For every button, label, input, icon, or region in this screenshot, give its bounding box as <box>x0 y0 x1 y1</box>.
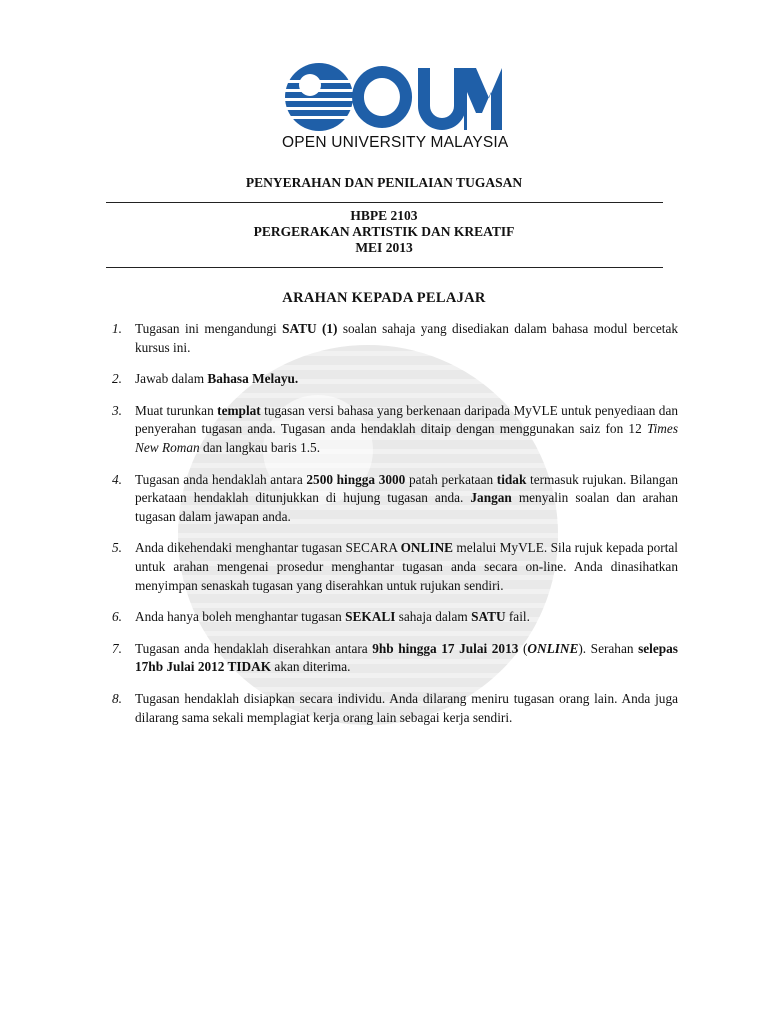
instruction-text: templat <box>217 402 261 418</box>
instruction-text: SATU <box>471 609 506 625</box>
instruction-text: fail. <box>505 609 530 625</box>
document-title: PENYERAHAN DAN PENILAIAN TUGASAN <box>245 175 523 190</box>
instruction-item <box>106 608 678 627</box>
instruction-text: Tugasan hendaklah disiapkan secara individu. Anda dilarang meniru tugasan orang lain. Anda juga dilarang sama sekali memplagiat kerja orang lain sebagai kerja sendiri. <box>135 690 678 725</box>
instruction-text: Bahasa Melayu. <box>207 371 299 387</box>
instruction-text: patah perkataan <box>405 471 497 487</box>
instruction-number: 3. <box>112 402 122 418</box>
instruction-text: soalan sahaja yang disediakan dalam bahasa modul bercetak kursus ini. <box>135 321 679 355</box>
instruction-text: selepas 17hb Julai 2012 TIDAK <box>135 640 678 675</box>
instruction-text: 9hb hingga 17 Julai 2013 <box>372 640 519 656</box>
instruction-text: Jawab dalam <box>135 371 208 387</box>
instruction-number: 1. <box>112 321 122 336</box>
instruction-text: sahaja dalam <box>395 609 472 625</box>
instruction-text: SEKALI <box>345 609 396 625</box>
instruction-text: termasuk rujukan. Bilangan perkataan hendaklah ditunjukkan di hujung tugasan anda. <box>135 471 678 506</box>
instruction-number: 2. <box>112 371 122 387</box>
instruction-text: tidak <box>496 471 527 487</box>
instruction-text: ONLINE <box>527 640 579 656</box>
instruction-number: 4. <box>112 471 122 487</box>
instruction-text: Times New Roman <box>135 421 678 455</box>
logo-globe-icon <box>285 63 353 131</box>
instruction-text: Jangan <box>470 490 512 506</box>
instruction-text: tugasan versi bahasa yang berkenaan daripada MyVLE untuk penyediaan dan penyerahan tugasan anda. Tugasan anda hendaklah ditaip dengan menggunakan saiz fon 12 <box>135 402 679 437</box>
instruction-text: ). Serahan <box>578 640 639 656</box>
instruction-text: 2500 hingga 3000 <box>306 471 406 487</box>
instruction-number: 6. <box>112 609 122 625</box>
instruction-item <box>106 471 678 527</box>
logo-letters <box>352 66 502 130</box>
instruction-text: menyalin soalan dan arahan tugasan dalam jawapan anda. <box>135 490 678 524</box>
instruction-item <box>106 640 678 677</box>
section-title: ARAHAN KEPADA PELAJAR <box>282 290 486 306</box>
instruction-number: 8. <box>112 690 122 706</box>
divider-top <box>106 202 663 203</box>
instruction-text: melalui MyVLE. Sila rujuk kepada portal untuk arahan mengenai prosedur menghantar tugasan anda secara on-line. Anda dinasihatkan menyimpan senaskah tugasan yang diserahkan untuk rujukan sendiri. <box>135 540 678 593</box>
brand-name: OPEN UNIVERSITY MALAYSIA <box>282 134 509 151</box>
instruction-item <box>106 320 678 357</box>
instruction-text: Tugasan ini mengandungi <box>135 321 283 336</box>
instruction-text: Anda dikehendaki menghantar tugasan SECARA <box>135 540 401 556</box>
instruction-text: Muat turunkan <box>135 402 218 418</box>
instruction-text: Tugasan anda hendaklah antara <box>135 471 307 487</box>
instruction-item <box>106 402 678 458</box>
semester: MEI 2013 <box>355 240 413 255</box>
instruction-text: ( <box>518 640 528 656</box>
instruction-list <box>106 320 678 740</box>
instruction-item <box>106 690 678 727</box>
instruction-text: Tugasan anda hendaklah diserahkan antara <box>135 640 373 656</box>
instruction-text: ONLINE <box>400 540 454 556</box>
instruction-text: akan diterima. <box>271 659 351 675</box>
course-name: PERGERAKAN ARTISTIK DAN KREATIF <box>253 224 515 239</box>
instruction-number: 5. <box>112 540 122 556</box>
instruction-text: dan langkau baris 1.5. <box>199 439 321 455</box>
divider-bottom <box>106 267 663 268</box>
instruction-number: 7. <box>112 640 122 656</box>
instruction-item <box>106 370 678 389</box>
course-code: HBPE 2103 <box>350 208 418 223</box>
instruction-text: SATU (1) <box>282 321 338 336</box>
instruction-text: Anda hanya boleh menghantar tugasan <box>135 609 346 625</box>
instruction-item <box>106 539 678 595</box>
